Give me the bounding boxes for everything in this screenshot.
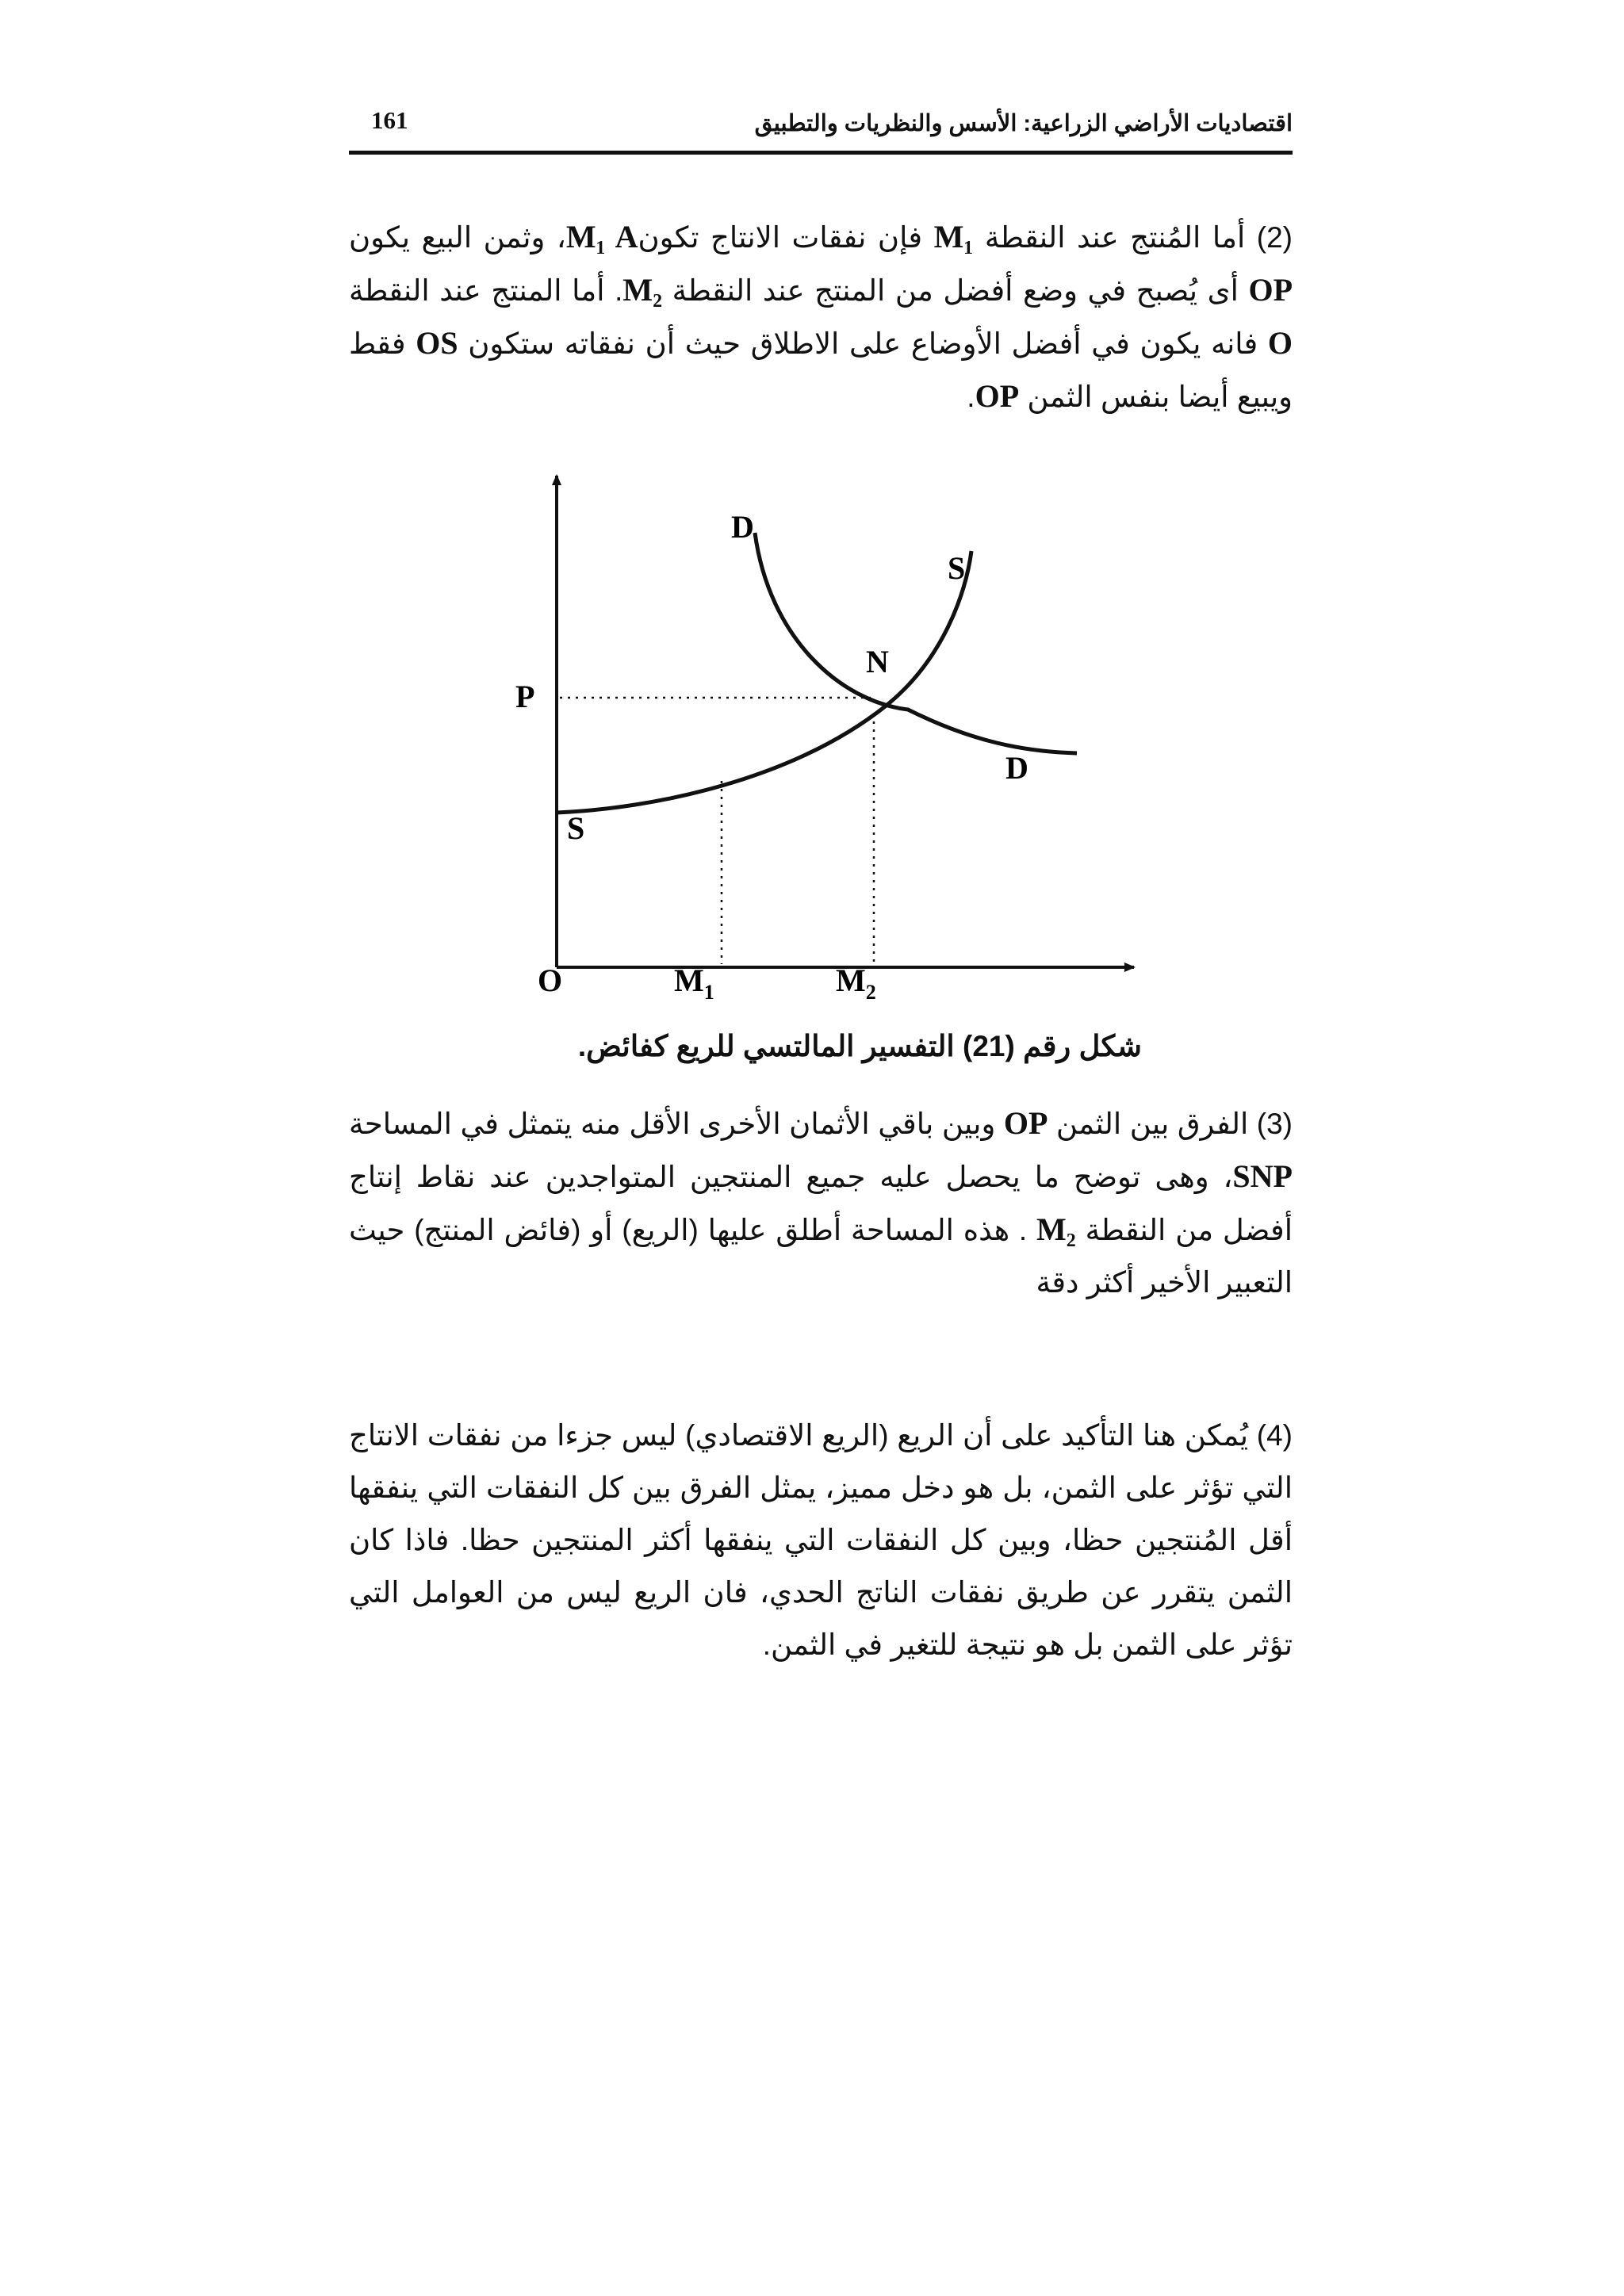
paragraph-3: (3) الفرق بين الثمن OP وبين باقي الأثمان الأخرى الأقل منه يتمثل في المساحة SNP، وهى توضح ما يحصل عليه جميع المنتجين المتواجدين عند نقاط إنتاج أفضل من النقطة M₂ . هذه المساحة أطلق عليها (الريع) أو (فائض المنتج) حيث التعبير الأخير أكثر دقة [349, 1105, 1293, 1299]
term-m1: M₁ [933, 219, 974, 254]
supply-curve [557, 551, 971, 813]
label-s-bottom: S [567, 810, 585, 846]
term-op: OP [1248, 272, 1293, 308]
term-os: OS [416, 325, 458, 361]
term-op-2: OP [975, 378, 1020, 414]
label-d-bottom: D [1005, 750, 1028, 786]
header-title: اقتصاديات الأراضي الزراعية: الأسس والنظريات والتطبيق [754, 111, 1293, 136]
paragraph-2: (2) أما المُنتج عند النقطة M₁ فإن نفقات الانتاج تكونM₁ A، وثمن البيع يكون OP أى يُصبح في وضع أفضل من المنتج عند النقطة M₂. أما المنتج عند النقطة O فانه يكون في أفضل الأوضاع على الاطلاق حيث أن نفقاته ستكون OS فقط ويبيع أيضا بنفس الثمن OP. [349, 219, 1293, 414]
paragraph-4: (4) يُمكن هنا التأكيد على أن الريع (الريع الاقتصادي) ليس جزءا من نفقات الانتاج التي تؤثر على الثمن، بل هو دخل مميز، يمثل الفرق بين كل النفقات التي ينفقها أقل المُنتجين حظا، وبين كل النفقات التي ينفقها أكثر المنتجين حظا. فاذا كان الثمن يتقرر عن طريق نفقات الناتج الحدي، فان الريع ليس من العوامل التي تؤثر على الثمن بل هو نتيجة للتغير في الثمن. [349, 1419, 1293, 1661]
label-p: P [515, 679, 535, 714]
term-snp: SNP [1232, 1158, 1293, 1194]
term-m2: M₂ [622, 272, 663, 308]
label-s-top: S [948, 550, 966, 586]
term-op-3: OP [1003, 1105, 1048, 1141]
term-o: O [1267, 325, 1293, 361]
label-m2: $M_2$ [836, 962, 876, 999]
demand-curve [755, 533, 1077, 753]
figure-caption: شكل رقم (21) التفسير المالتسي للريع كفائض. [577, 1030, 1142, 1062]
supply-demand-figure [508, 460, 1142, 999]
label-d-top: D [731, 509, 754, 545]
term-m2-2: M₂ [1036, 1211, 1076, 1247]
page-number: 161 [371, 106, 408, 134]
term-m1a: M₁ A [565, 219, 638, 254]
label-origin: O [538, 962, 563, 998]
supply-demand-diagram [508, 460, 1142, 999]
label-m1: $M_1$ [674, 962, 714, 999]
running-header [349, 101, 1293, 155]
label-n: N [866, 644, 889, 679]
